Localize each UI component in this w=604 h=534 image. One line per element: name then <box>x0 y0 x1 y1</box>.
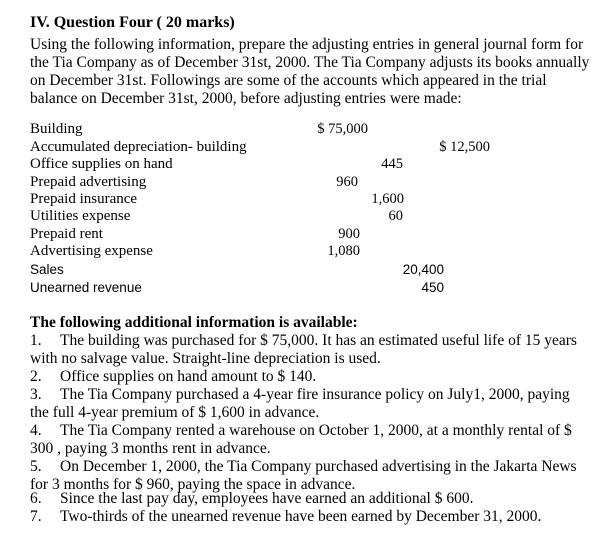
account-name: Prepaid advertising <box>30 174 147 190</box>
item-number: 2. <box>30 368 42 385</box>
account-debit: 445 <box>381 156 403 172</box>
account-debit: 960 <box>336 174 358 190</box>
account-debit: 1,600 <box>371 191 404 207</box>
list-item <box>30 386 582 422</box>
item-text: Office supplies on hand amount to $ 140. <box>60 368 317 385</box>
item-text: The building was purchased for $ 75,000. It has an estimated useful life of 15 years with no salvage value. Straight-line depreciation is used. <box>30 332 577 367</box>
item-text: On December 1, 2000, the Tia Company purchased advertising in the Jakarta News for 3 months for $ 960, paying the space in advance. <box>30 458 577 493</box>
account-debit: 60 <box>388 208 403 224</box>
item-text: The Tia Company rented a warehouse on October 1, 2000, at a monthly rental of $ 300 , paying 3 months rent in advance. <box>30 422 572 457</box>
account-name: Prepaid insurance <box>30 191 138 207</box>
account-debit: 1,080 <box>327 243 360 259</box>
account-credit: 450 <box>421 280 444 295</box>
account-credit: 20,400 <box>402 262 444 277</box>
account-credit: $ 12,500 <box>439 139 490 155</box>
item-text: Since the last pay day, employees have earned an additional $ 600. <box>60 490 474 507</box>
account-debit: $ 75,000 <box>317 121 368 137</box>
account-debit: 900 <box>338 226 360 242</box>
item-number: 5. <box>30 458 42 475</box>
account-name: Prepaid rent <box>30 226 103 242</box>
item-number: 7. <box>30 508 42 525</box>
item-text: The Tia Company purchased a 4-year fire insurance policy on July1, 2000, paying the full 4-year premium of $ 1,600 in advance. <box>30 386 570 421</box>
list-item <box>30 458 582 494</box>
list-item <box>30 368 582 386</box>
item-number: 6. <box>30 490 42 507</box>
account-name: Utilities expense <box>30 208 131 224</box>
account-name: Unearned revenue <box>30 280 142 295</box>
account-name: Office supplies on hand <box>30 156 173 172</box>
list-item <box>30 508 582 526</box>
account-name: Building <box>30 121 83 137</box>
account-name: Sales <box>30 262 64 277</box>
item-number: 3. <box>30 386 42 403</box>
item-text: Two-thirds of the unearned revenue have been earned by December 31, 2000. <box>60 508 542 525</box>
account-name: Advertising expense <box>30 243 153 259</box>
item-number: 1. <box>30 332 42 349</box>
question-intro: Using the following information, prepare the adjusting entries in general journal form for the Tia Company as of December 31st, 2000. The Tia Company adjusts its books annually on December 31st. Followings are some of the accounts which appeared in the trial balance on December 31st, 2000, before adjusting entries were made: <box>30 36 590 107</box>
question-title: IV. Question Four ( 20 marks) <box>30 14 235 31</box>
list-item <box>30 490 582 508</box>
item-number: 4. <box>30 422 42 439</box>
additional-info-heading: The following additional information is available: <box>30 314 358 331</box>
account-name: Accumulated depreciation- building <box>30 139 247 155</box>
list-item <box>30 422 582 458</box>
list-item <box>30 332 582 368</box>
